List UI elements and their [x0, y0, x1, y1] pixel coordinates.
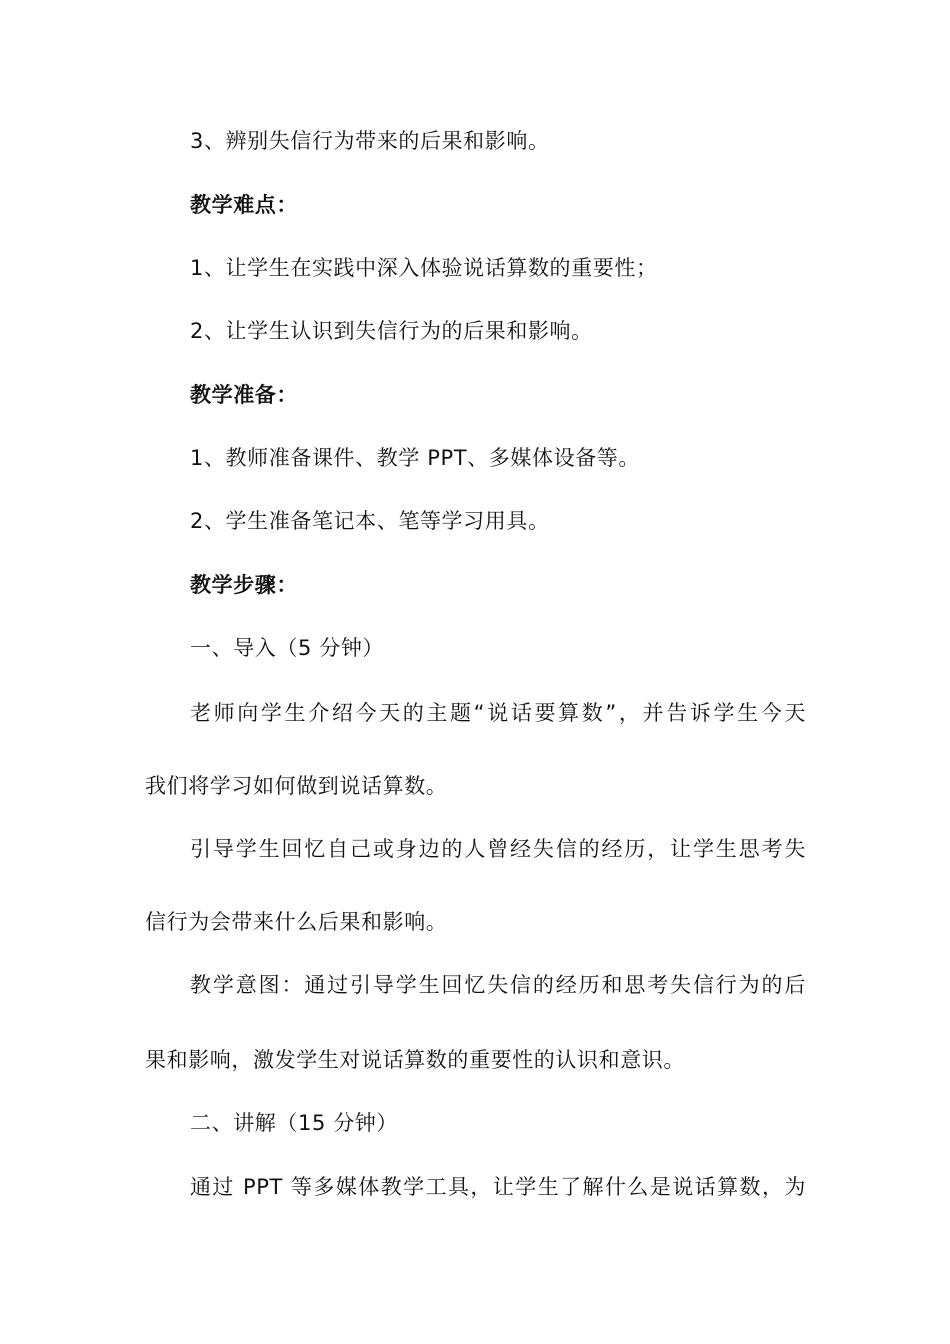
preparation-item-1: 1、教师准备课件、教学 PPT、多媒体设备等。 — [190, 446, 640, 470]
preparation-item-2: 2、学生准备笔记本、笔等学习用具。 — [190, 509, 550, 533]
steps-heading: 教学步骤： — [190, 573, 298, 597]
paragraph-2-line-2: 信行为会带来什么后果和影响。 — [145, 910, 448, 934]
objective-item-3: 3、辨别失信行为带来的后果和影响。 — [190, 129, 550, 153]
paragraph-1-line-2: 我们将学习如何做到说话算数。 — [145, 774, 448, 798]
paragraph-2-line-1: 引导学生回忆自己或身边的人曾经失信的经历，让学生思考失 — [190, 837, 806, 861]
paragraph-4-line-1: 通过 PPT 等多媒体教学工具，让学生了解什么是说话算数，为 — [190, 1175, 806, 1199]
section-1-title: 一、导入（5 分钟） — [190, 636, 385, 660]
paragraph-3-line-2: 果和影响，激发学生对说话算数的重要性的认识和意识。 — [145, 1048, 685, 1072]
difficulty-item-1: 1、让学生在实践中深入体验说话算数的重要性； — [190, 256, 658, 280]
preparation-heading: 教学准备： — [190, 383, 298, 407]
section-2-title: 二、讲解（15 分钟） — [190, 1111, 398, 1135]
difficulties-heading: 教学难点： — [190, 193, 298, 217]
paragraph-3-line-1: 教学意图：通过引导学生回忆失信的经历和思考失信行为的后 — [190, 973, 806, 997]
paragraph-1-line-1: 老师向学生介绍今天的主题“说话要算数”，并告诉学生今天 — [190, 701, 806, 725]
difficulty-item-2: 2、让学生认识到失信行为的后果和影响。 — [190, 319, 593, 343]
